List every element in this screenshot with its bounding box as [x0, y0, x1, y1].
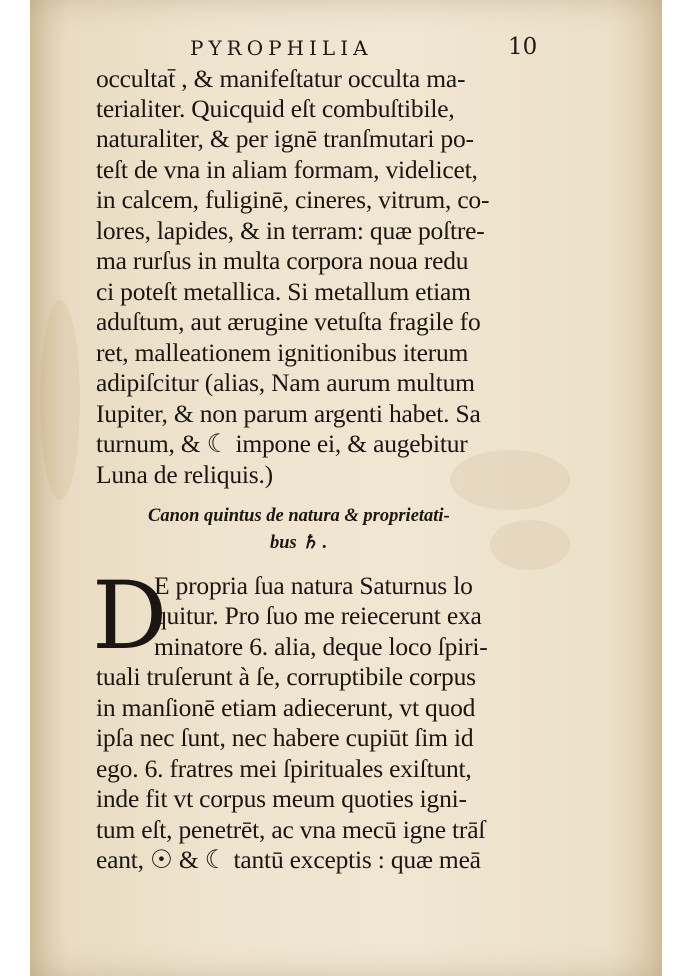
text-line: turnum, & ☾ impone ei, & augebitur [96, 429, 468, 458]
drop-cap: D [92, 562, 168, 671]
text-line: Luna de reliquis.) [96, 460, 273, 489]
heading-line: bus ♄ . [270, 533, 328, 553]
text-line: tuali truſerunt à ſe, corruptibile corpus [96, 662, 476, 691]
text-line: aduſtum, aut ærugine vetuſta fragile fo [96, 307, 481, 336]
text-line: E propria ſua natura Saturnus lo [154, 571, 473, 600]
page-number: 10 [508, 34, 538, 60]
text-line: teſt de vna in aliam formam, videlicet, [96, 155, 478, 184]
text-line: naturaliter, & per ignē tranſmutari po- [96, 124, 474, 153]
text-line: minatore 6. alia, deque loco ſpiri- [154, 632, 488, 661]
text-line: adipiſcitur (alias, Nam aurum multum [96, 368, 475, 397]
text-line: tum eſt, penetrēt, ac vna mecū igne trāſ [96, 815, 486, 844]
text-line: lores, lapides, & in terram: quæ poſtre- [96, 216, 485, 245]
text-line: quitur. Pro ſuo me reiecerunt exa [154, 601, 482, 630]
text-line: inde fit vt corpus meum quoties igni- [96, 784, 467, 813]
text-line: ego. 6. fratres mei ſpirituales exiſtunt, [96, 754, 472, 783]
page-header [30, 36, 662, 66]
paper-stain [40, 300, 80, 500]
running-title: PYROPHILIA [190, 36, 373, 60]
paper-stain [450, 450, 570, 510]
text-line: occultat̄ , & manifeſtatur occulta ma- [96, 64, 466, 93]
text-line: terialiter. Quicquid eſt combuſtibile, [96, 94, 455, 123]
text-line: ipſa nec ſunt, nec habere cupiūt ſim id [96, 723, 474, 752]
text-line: Iupiter, & non parum argenti habet. Sa [96, 399, 481, 428]
heading-line: Canon quintus de natura & proprietati- [148, 506, 450, 526]
text-line: ci poteſt metallica. Si metallum etiam [96, 277, 471, 306]
text-line: in manſionē etiam adiecerunt, vt quod [96, 693, 476, 722]
paper-stain [490, 520, 570, 570]
text-line: ret, malleationem ignitionibus iterum [96, 338, 469, 367]
book-page [30, 0, 662, 976]
text-line: eant, ☉ & ☾ tantū exceptis : quæ meā [96, 845, 481, 874]
text-line: in calcem, fuliginē, cineres, vitrum, co- [96, 185, 490, 214]
text-line: ma rurſus in multa corpora noua redu [96, 246, 469, 275]
